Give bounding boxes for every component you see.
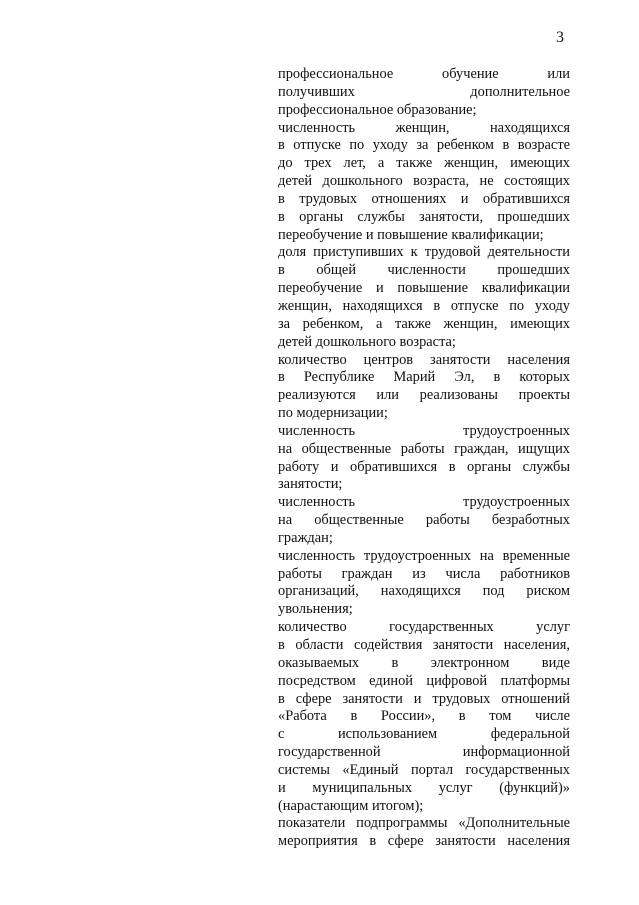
text-line: численность трудоустроенных bbox=[278, 422, 570, 439]
text-line: численность трудоустроенных на временные bbox=[278, 547, 570, 564]
text-line: женщин, находящихся в отпуске по уходу bbox=[278, 297, 570, 314]
text-line: системы «Единый портал государственных bbox=[278, 761, 570, 778]
text-line: детей дошкольного возраста, не состоящих bbox=[278, 173, 570, 190]
text-line: доля приступивших к трудовой деятельности bbox=[278, 244, 570, 261]
text-line: детей дошкольного возраста; bbox=[278, 333, 456, 350]
text-line: профессиональное образование; bbox=[278, 101, 477, 118]
text-line: численность трудоустроенных bbox=[278, 494, 570, 511]
text-line: государственной информационной bbox=[278, 744, 570, 761]
text-line: в трудовых отношениях и обратившихся bbox=[278, 190, 570, 207]
text-line: на общественные работы безработных bbox=[278, 512, 570, 529]
text-line: переобучение и повышение квалификации bbox=[278, 280, 570, 297]
text-line: на общественные работы граждан, ищущих bbox=[278, 440, 570, 457]
text-line: работы граждан из числа работников bbox=[278, 565, 570, 582]
text-line: оказываемых в электронном виде bbox=[278, 654, 570, 671]
text-line: в области содействия занятости населения, bbox=[278, 637, 570, 653]
text-line: в отпуске по уходу за ребенком в возрасте bbox=[278, 137, 570, 154]
text-line: в органы службы занятости, прошедших bbox=[278, 208, 570, 225]
text-line: в общей численности прошедших bbox=[278, 262, 570, 279]
text-line: работу и обратившихся в органы службы bbox=[278, 458, 570, 475]
text-line: организаций, находящихся под риском bbox=[278, 583, 570, 600]
text-line: «Работа в России», в том числе bbox=[278, 708, 570, 725]
text-line: (нарастающим итогом); bbox=[278, 797, 424, 814]
text-line: количество государственных услуг bbox=[278, 619, 570, 636]
text-line: мероприятия в сфере занятости населения bbox=[278, 833, 570, 850]
text-line: показатели подпрограммы «Дополнительные bbox=[278, 815, 570, 832]
page-number: 3 bbox=[556, 29, 564, 46]
text-line: в Республике Марий Эл, в которых bbox=[278, 369, 570, 386]
text-line: профессиональное обучение или bbox=[278, 66, 570, 82]
text-line: и муниципальных услуг (функций)» bbox=[278, 779, 570, 796]
text-line: с использованием федеральной bbox=[278, 726, 570, 743]
text-line: до трех лет, а также женщин, имеющих bbox=[278, 155, 570, 172]
text-column bbox=[278, 66, 570, 851]
text-line: переобучение и повышение квалификации; bbox=[278, 226, 544, 243]
text-line: за ребенком, а также женщин, имеющих bbox=[278, 315, 570, 332]
text-line: увольнения; bbox=[278, 601, 353, 618]
text-line: количество центров занятости населения bbox=[278, 351, 570, 368]
text-line: численность женщин, находящихся bbox=[278, 119, 570, 136]
text-line: получивших дополнительное bbox=[278, 83, 570, 100]
text-line: в сфере занятости и трудовых отношений bbox=[278, 690, 570, 707]
text-line: посредством единой цифровой платформы bbox=[278, 672, 570, 689]
text-line: граждан; bbox=[278, 529, 333, 546]
text-line: занятости; bbox=[278, 476, 343, 493]
text-line: реализуются или реализованы проекты bbox=[278, 387, 570, 404]
text-line: по модернизации; bbox=[278, 405, 388, 422]
